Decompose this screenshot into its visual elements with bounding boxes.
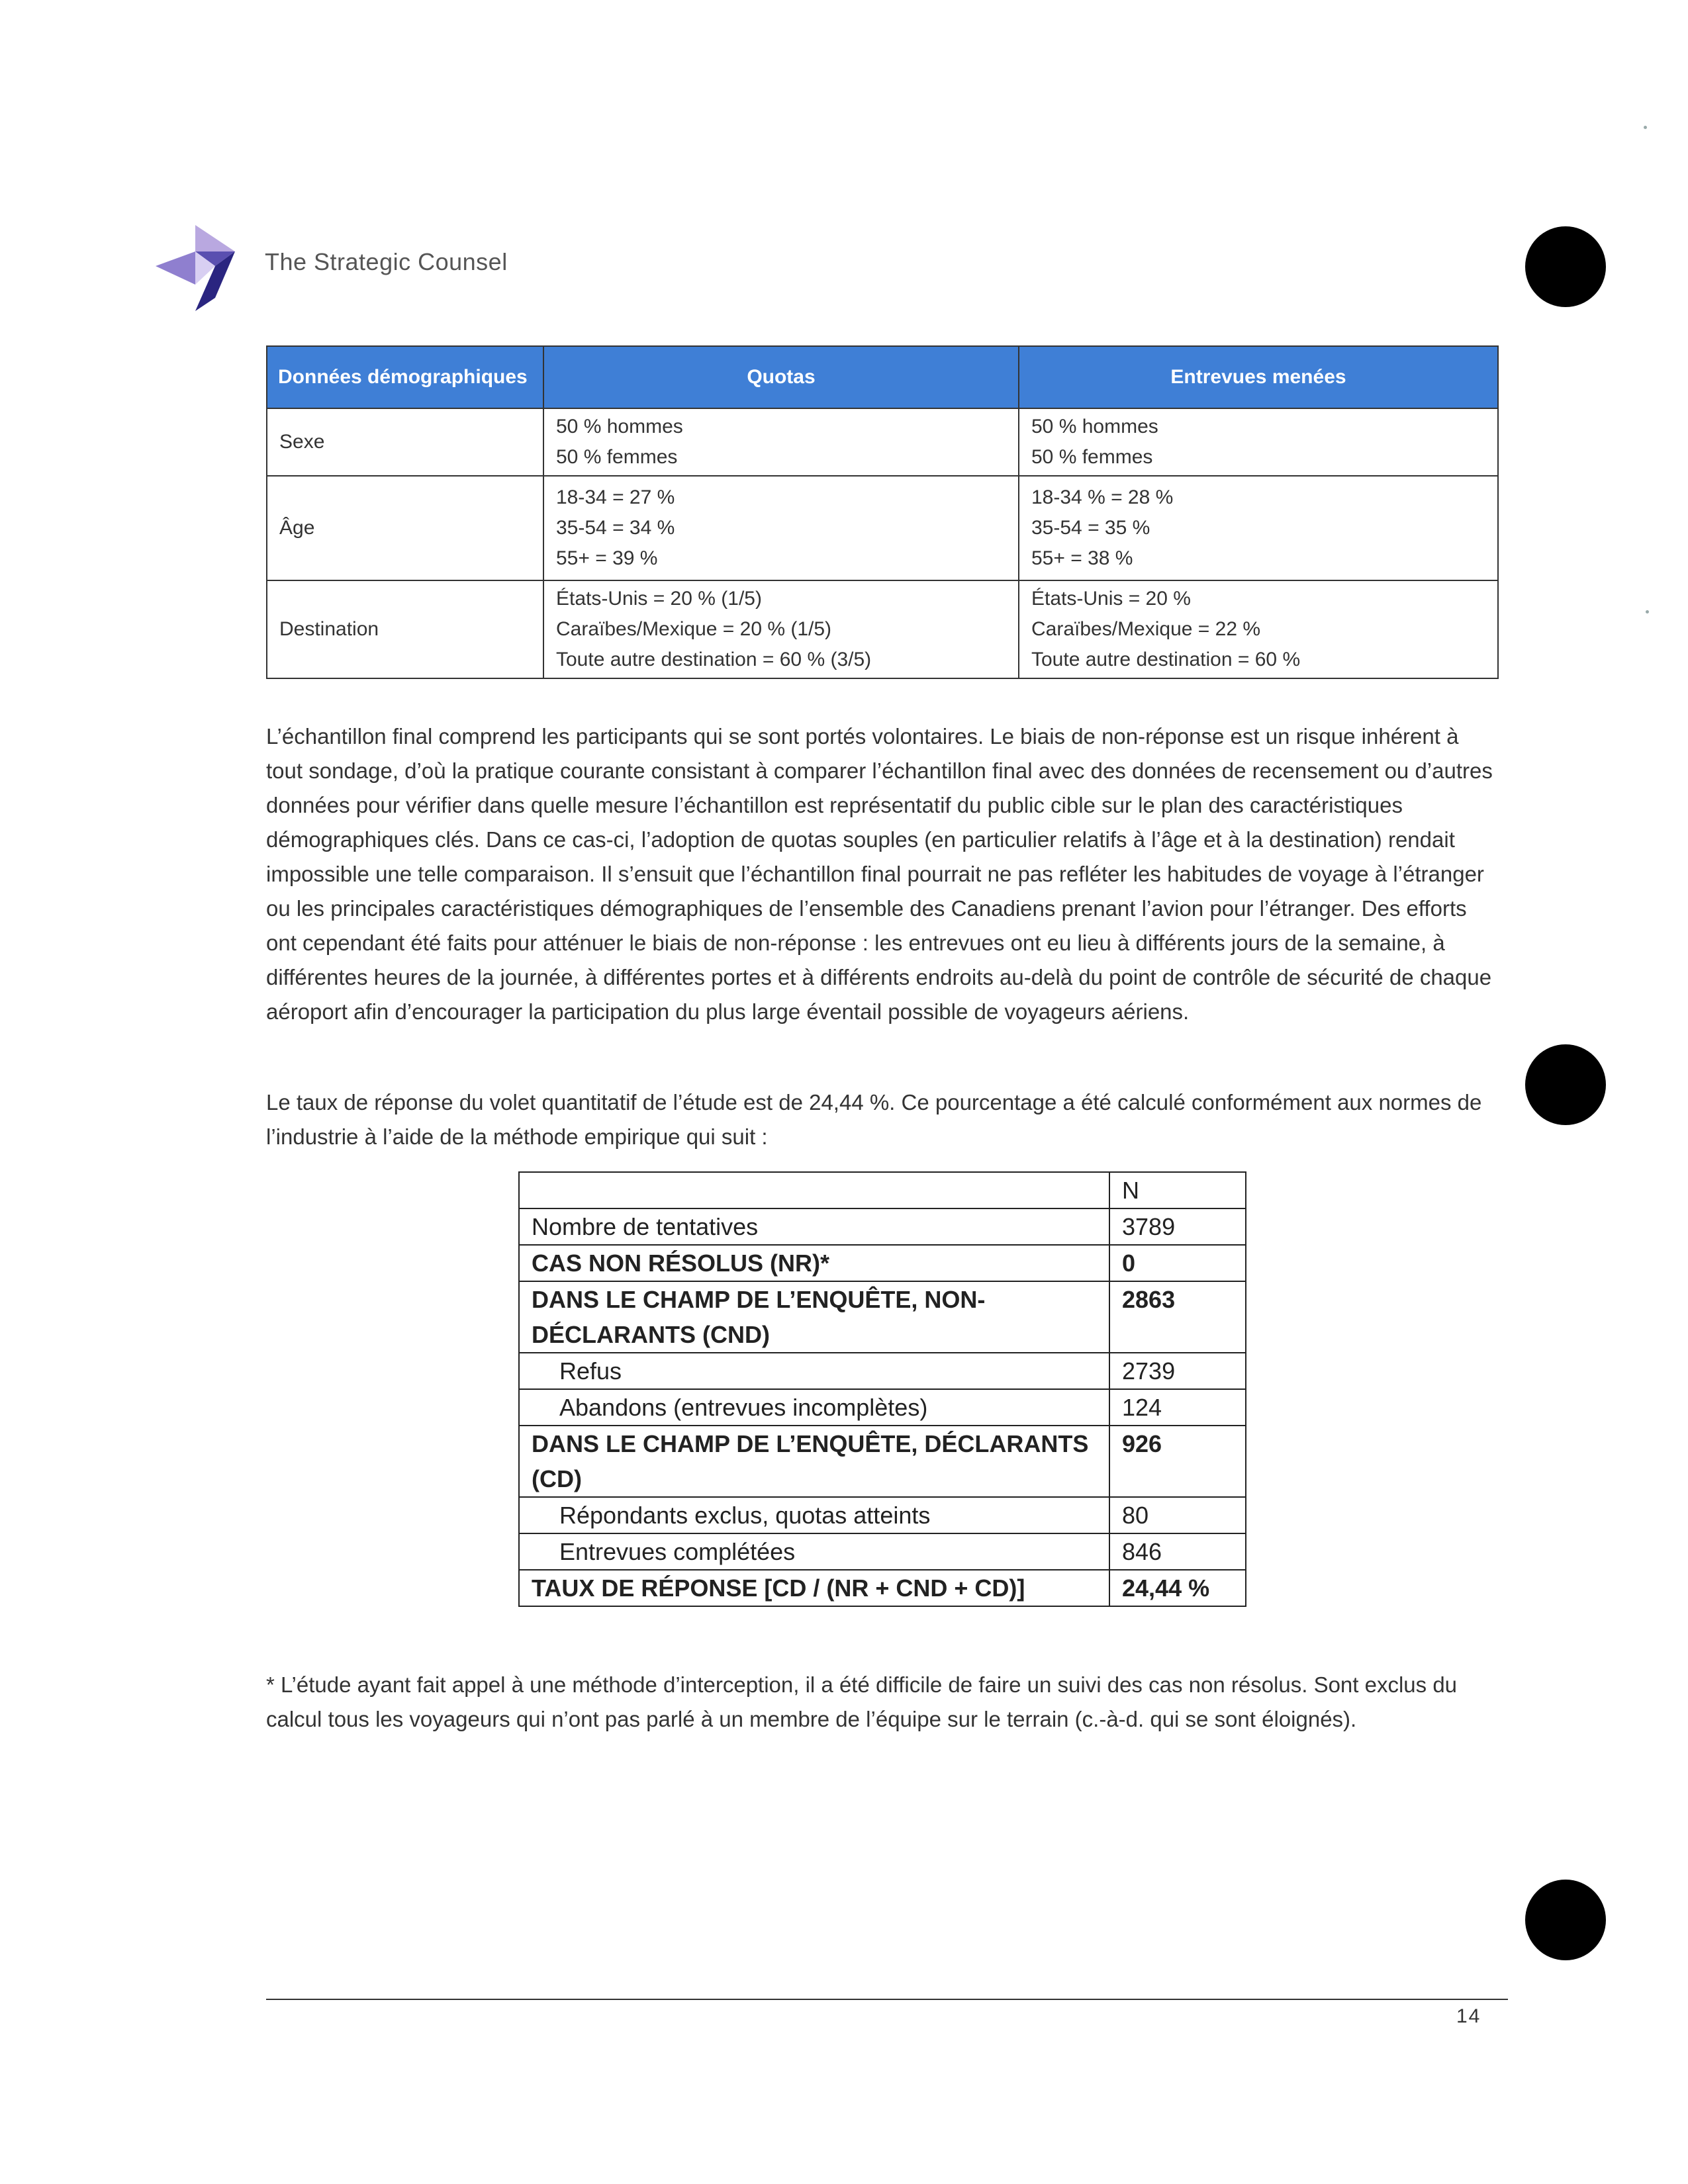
row-label: Nombre de tentatives — [519, 1208, 1109, 1245]
cell-line: 18-34 % = 28 % — [1031, 486, 1174, 508]
cell-line: Caraïbes/Mexique = 20 % (1/5) — [556, 618, 832, 640]
row-label: Répondants exclus, quotas atteints — [519, 1497, 1109, 1533]
cell-line: 50 % hommes — [1031, 416, 1158, 437]
table-row — [267, 580, 1498, 678]
table-row — [267, 476, 1498, 580]
row-label: DANS LE CHAMP DE L’ENQUÊTE, DÉCLARANTS (CD) — [519, 1426, 1109, 1497]
cell-line: 35-54 = 35 % — [1031, 517, 1150, 539]
scan-speck — [1644, 126, 1647, 129]
table-row — [519, 1281, 1246, 1353]
cell-line: Toute autre destination = 60 % — [1031, 649, 1301, 670]
row-label: Entrevues complétées — [519, 1533, 1109, 1570]
cell-line: États-Unis = 20 % (1/5) — [556, 588, 762, 610]
table-row — [519, 1570, 1246, 1606]
cell-line: 35-54 = 34 % — [556, 517, 675, 539]
row-label: Âge — [267, 476, 543, 580]
conducted-cell — [1019, 476, 1498, 580]
row-value: 124 — [1109, 1389, 1246, 1426]
row-value: 3789 — [1109, 1208, 1246, 1245]
scan-speck — [1646, 610, 1649, 614]
cell-line: 55+ = 39 % — [556, 547, 658, 569]
body-paragraph: Le taux de réponse du volet quantitatif de l’étude est de 24,44 %. Ce pourcentage a été calculé conformément aux normes de l’industrie à l’aide de la méthode empirique qui suit : — [266, 1090, 1482, 1149]
row-label: Sexe — [267, 408, 543, 476]
table-row — [519, 1497, 1246, 1533]
row-value: 24,44 % — [1109, 1570, 1246, 1606]
row-label: DANS LE CHAMP DE L’ENQUÊTE, NON-DÉCLARANTS (CND) — [519, 1281, 1109, 1353]
cell-line: 50 % femmes — [556, 446, 678, 468]
table-row — [519, 1208, 1246, 1245]
row-label: Destination — [267, 580, 543, 678]
cell-line: 50 % hommes — [556, 416, 683, 437]
quota-cell — [543, 476, 1019, 580]
conducted-cell — [1019, 408, 1498, 476]
quota-cell — [543, 580, 1019, 678]
row-value: 2863 — [1109, 1281, 1246, 1353]
conducted-cell — [1019, 580, 1498, 678]
row-value: 926 — [1109, 1426, 1246, 1497]
row-label: TAUX DE RÉPONSE [CD / (NR + CND + CD)] — [519, 1570, 1109, 1606]
cell-line: 18-34 = 27 % — [556, 486, 675, 508]
cell-line: 55+ = 38 % — [1031, 547, 1133, 569]
footnote: * L’étude ayant fait appel à une méthode d’interception, il a été difficile de faire un suivi des cas non résolus. Sont exclus du calcul tous les voyageurs qui n’ont pas parlé à un membre de l’équipe sur le terrain (c.-à-d. qui se sont éloignés). — [266, 1672, 1458, 1731]
strategic-counsel-logo — [156, 225, 235, 311]
footer-divider — [266, 1999, 1508, 2000]
page-number: 14 — [1456, 2005, 1481, 2027]
table-row — [519, 1426, 1246, 1497]
table-header-row — [519, 1172, 1246, 1208]
column-header-n: N — [1109, 1172, 1246, 1208]
column-header-conducted: Entrevues menées — [1019, 346, 1498, 408]
cell-line: Toute autre destination = 60 % (3/5) — [556, 649, 872, 670]
demographics-table — [266, 345, 1499, 679]
table-row — [519, 1389, 1246, 1426]
row-value: 80 — [1109, 1497, 1246, 1533]
cell-line: 50 % femmes — [1031, 446, 1153, 468]
column-header-demographics: Données démographiques — [267, 346, 543, 408]
row-value: 2739 — [1109, 1353, 1246, 1389]
empty-header-cell — [519, 1172, 1109, 1208]
row-label: CAS NON RÉSOLUS (NR)* — [519, 1245, 1109, 1281]
row-value: 0 — [1109, 1245, 1246, 1281]
punch-hole — [1525, 1044, 1606, 1125]
row-value: 846 — [1109, 1533, 1246, 1570]
column-header-quotas: Quotas — [543, 346, 1019, 408]
table-row — [519, 1353, 1246, 1389]
punch-hole — [1525, 226, 1606, 307]
cell-line: Caraïbes/Mexique = 22 % — [1031, 618, 1261, 640]
table-row — [519, 1533, 1246, 1570]
table-row — [519, 1245, 1246, 1281]
row-label: Abandons (entrevues incomplètes) — [519, 1389, 1109, 1426]
quota-cell — [543, 408, 1019, 476]
cell-line: États-Unis = 20 % — [1031, 588, 1191, 610]
body-paragraph: L’échantillon final comprend les participants qui se sont portés volontaires. Le biais de non-réponse est un risque inhérent à tout sondage, d’où la pratique courante consistant à comparer l’échantillon final avec des données de recensement ou d’autres données pour vérifier dans quelle mesure l’échantillon est représentatif du public cible sur le plan des caractéristiques démographiques clés. Dans ce cas-ci, l’adoption de quotas souples (en particulier relatifs à l’âge et à la destination) rendait impossible une telle comparaison. Il s’ensuit que l’échantillon final pourrait ne pas refléter les habitudes de voyage à l’étranger ou les principales caractéristiques démographiques de l’ensemble des Canadiens prenant l’avion pour l’étranger. Des efforts ont cependant été faits pour atténuer le biais de non-réponse : les entrevues ont eu lieu à différents jours de la semaine, à différentes heures de la journée, à différentes portes et à différents endroits au-delà du point de contrôle de sécurité de chaque aéroport afin d’encourager la participation du plus large éventail possible de voyageurs aériens. — [266, 724, 1493, 1024]
response-rate-table — [518, 1171, 1246, 1607]
row-label: Refus — [519, 1353, 1109, 1389]
table-row — [267, 408, 1498, 476]
brand-name: The Strategic Counsel — [265, 248, 508, 275]
punch-hole — [1525, 1880, 1606, 1960]
